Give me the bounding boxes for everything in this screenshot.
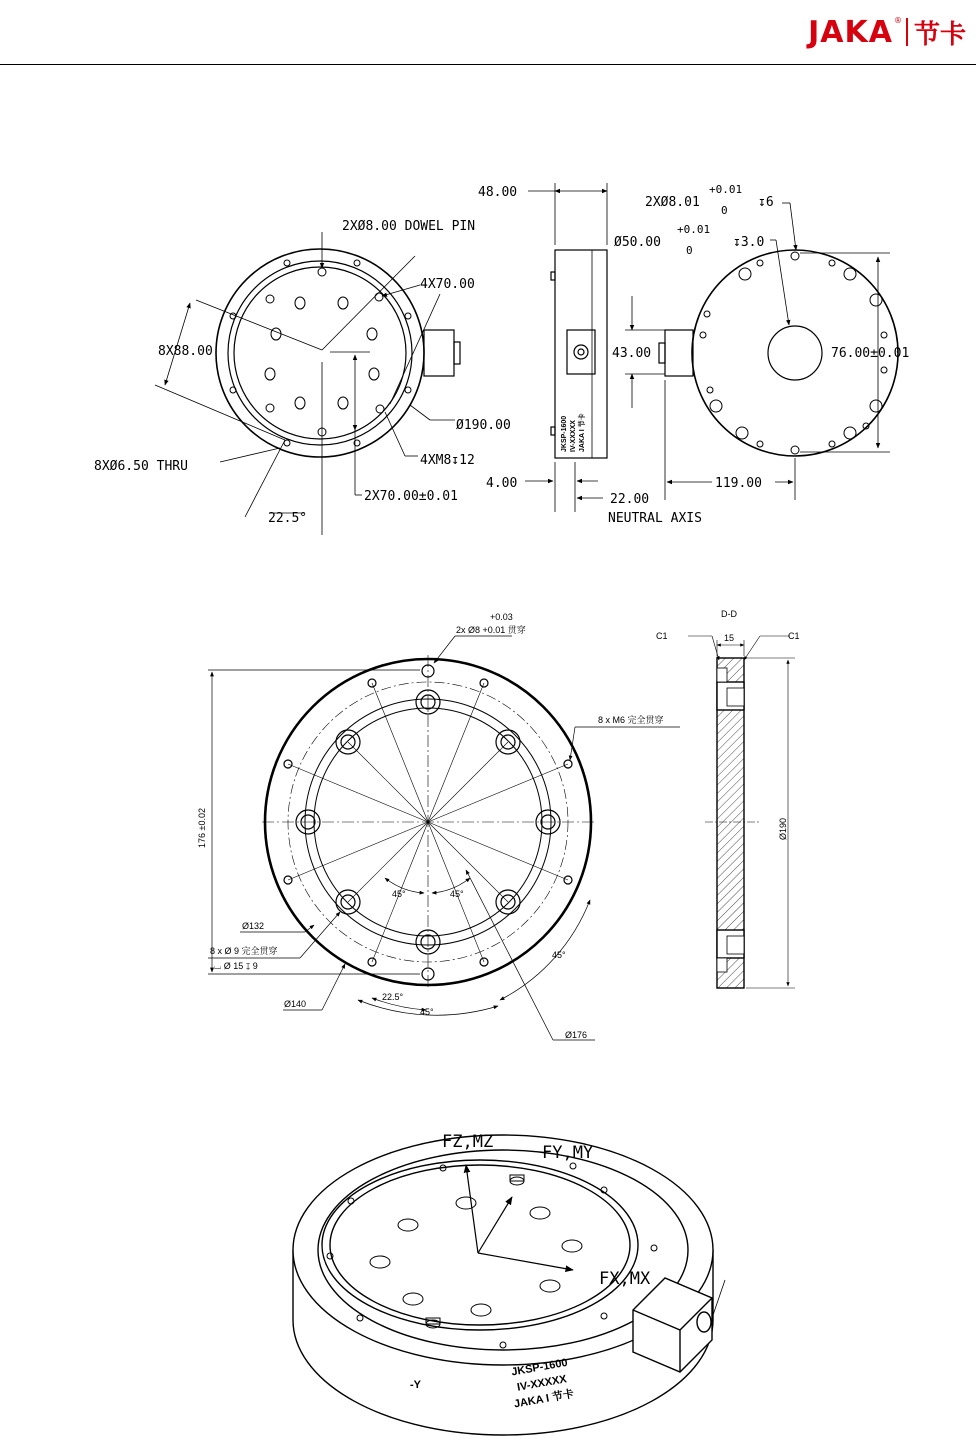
drawing2-section-view (688, 636, 795, 988)
dowel-pin-label: 2XØ8.00 DOWEL PIN (342, 219, 476, 234)
angle-d: 22.5° (382, 992, 404, 1002)
logo-brand-text: JAKA (808, 14, 893, 50)
bore-depth: ↧3.0 (733, 235, 765, 250)
pin-hole-spec: 2x Ø8 +0.01 贯穿 (456, 625, 526, 635)
angle-e: 45° (420, 1007, 434, 1017)
svg-text:JKSP-1600: JKSP-1600 (561, 415, 568, 452)
brand-label: JAKA I 节卡 (513, 1388, 575, 1411)
outer-diameter-label: Ø190.00 (456, 418, 511, 433)
drawing1-left-labels (94, 219, 511, 526)
counterbore-spec: 8 x Ø 9 完全贯穿 (210, 946, 278, 956)
svg-text:JAKA I 节卡: JAKA I 节卡 (579, 413, 586, 452)
d140-label: Ø140 (284, 999, 307, 1009)
section-width: 15 (724, 633, 735, 643)
neutral-axis-label: NEUTRAL AXIS (608, 511, 702, 526)
pin-hole-depth: ↧6 (758, 195, 774, 210)
neutral-axis-dim: 22.00 (610, 492, 650, 507)
logo-brand-cn: 节卡 (913, 19, 966, 50)
pin-hole-label: 2XØ8.01 (645, 195, 700, 210)
bolt-spacing-label: 8X88.00 (158, 344, 213, 359)
axis-y-label: FY,MY (542, 1143, 594, 1163)
drawing1-side-labels (478, 185, 702, 526)
d176-label: Ø176 (565, 1030, 588, 1040)
svg-text:IV-XXXXX: IV-XXXXX (570, 420, 577, 452)
angle-label: 22.5° (268, 511, 308, 526)
counterbore-depth: ⌴ Ø 15 ↧ 9 (214, 961, 258, 971)
bore-tol-lower: 0 (686, 244, 693, 257)
thickness-label: 48.00 (478, 185, 518, 200)
overall-dim: 176 ±0.02 (197, 808, 207, 848)
bore-tol-upper: +0.01 (677, 223, 711, 236)
bolt-pattern-label: 4X70.00 (420, 277, 475, 292)
tapped-spec: 8 x M6 完全贯穿 (598, 715, 664, 725)
connector-length-label: 119.00 (715, 476, 762, 491)
serial-label: IV-XXXXX (516, 1373, 568, 1394)
neg-y-label: -Y (410, 1379, 421, 1391)
section-title: D-D (721, 609, 737, 619)
pin-hole-tol-upper: +0.01 (709, 183, 743, 196)
chamfer-left: C1 (656, 631, 668, 641)
connector-height-label: 43.00 (612, 346, 652, 361)
axis-x-label: FX,MX (599, 1269, 651, 1289)
angle-a: 45° (392, 889, 406, 899)
model-label: JKSP-1600 (510, 1356, 569, 1379)
registered-mark: ® (893, 15, 902, 25)
drawing1-right-labels (614, 183, 909, 491)
pin-tol-upper: +0.03 (490, 612, 513, 622)
angle-b: 45° (450, 889, 464, 899)
section-dia: Ø190 (778, 817, 788, 840)
tapped-holes-label: 4XM8↧12 (420, 453, 475, 468)
pin-spacing-label: 2X70.00±0.01 (364, 489, 458, 504)
d132-label: Ø132 (242, 921, 265, 931)
offset-label: 4.00 (486, 476, 518, 491)
drawing3-isometric-view (293, 1135, 725, 1435)
pin-hole-tol-lower: 0 (721, 204, 728, 217)
pin-spacing-right: 76.00±0.01 (831, 346, 910, 361)
axis-z-label: FZ,MZ (442, 1132, 494, 1152)
drawing2-front-view (208, 636, 680, 1040)
bore-label: Ø50.00 (614, 235, 661, 250)
angle-c: 45° (552, 950, 566, 960)
chamfer-right: C1 (788, 631, 800, 641)
thru-holes-label: 8XØ6.50 THRU (94, 459, 188, 474)
